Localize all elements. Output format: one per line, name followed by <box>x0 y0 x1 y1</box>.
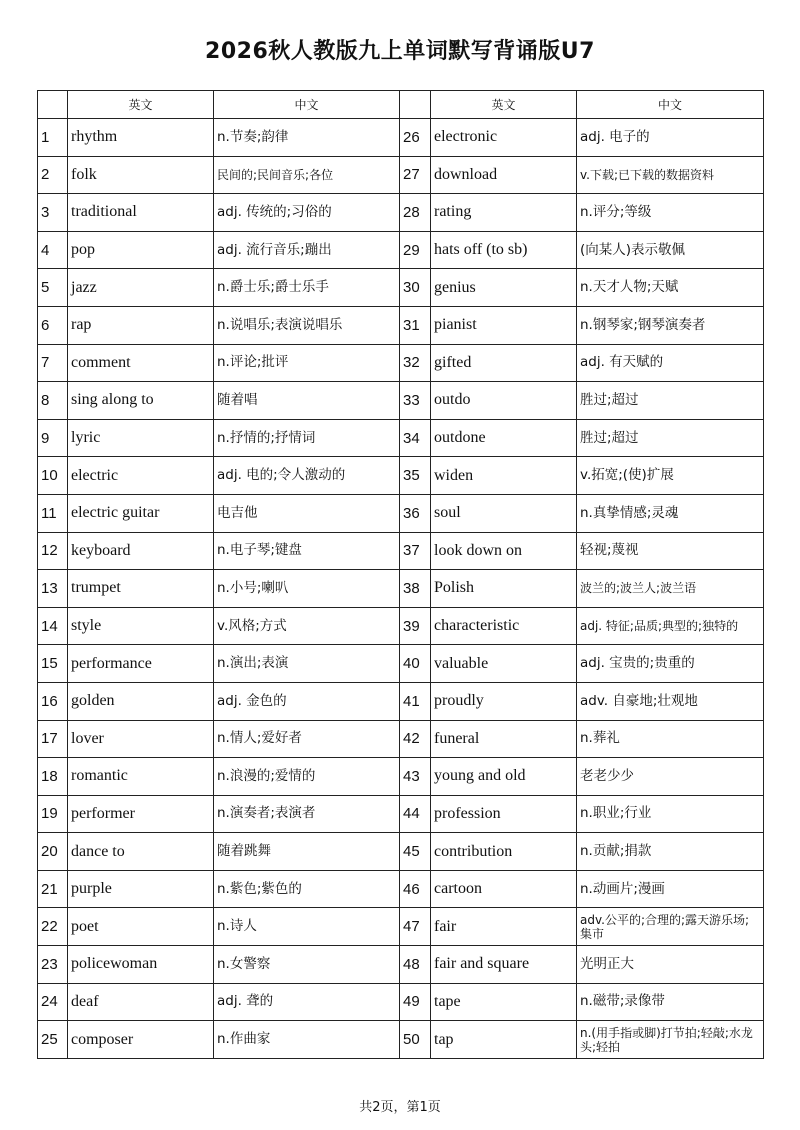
english-word-left: performance <box>68 645 214 683</box>
chinese-meaning-left: n.抒情的;抒情词 <box>214 419 400 457</box>
english-word-left: composer <box>68 1021 214 1059</box>
word-number-right: 34 <box>400 419 431 457</box>
word-number-left: 4 <box>38 231 68 269</box>
english-word-left: folk <box>68 156 214 194</box>
table-row <box>38 457 764 495</box>
word-number-left: 13 <box>38 570 68 608</box>
word-number-left: 8 <box>38 382 68 420</box>
word-number-left: 9 <box>38 419 68 457</box>
english-word-right: download <box>431 156 577 194</box>
chinese-meaning-right: n.评分;等级 <box>577 194 764 232</box>
word-number-right: 41 <box>400 682 431 720</box>
chinese-meaning-right: adv.公平的;合理的;露天游乐场;集市 <box>577 908 764 946</box>
table-row <box>38 908 764 946</box>
chinese-meaning-left: n.评论;批评 <box>214 344 400 382</box>
word-number-right: 38 <box>400 570 431 608</box>
chinese-meaning-left: n.情人;爱好者 <box>214 720 400 758</box>
english-word-left: purple <box>68 870 214 908</box>
chinese-meaning-left: 随着跳舞 <box>214 833 400 871</box>
table-row <box>38 570 764 608</box>
chinese-meaning-right: n.真挚情感;灵魂 <box>577 494 764 532</box>
word-number-right: 35 <box>400 457 431 495</box>
word-number-right: 32 <box>400 344 431 382</box>
word-number-left: 16 <box>38 682 68 720</box>
table-row <box>38 607 764 645</box>
chinese-meaning-left: n.作曲家 <box>214 1021 400 1059</box>
english-word-right: gifted <box>431 344 577 382</box>
english-word-left: sing along to <box>68 382 214 420</box>
chinese-meaning-left: n.爵士乐;爵士乐手 <box>214 269 400 307</box>
table-row <box>38 532 764 570</box>
english-word-right: tape <box>431 983 577 1021</box>
chinese-meaning-left: n.节奏;韵律 <box>214 119 400 157</box>
english-word-left: style <box>68 607 214 645</box>
word-number-left: 11 <box>38 494 68 532</box>
table-row <box>38 758 764 796</box>
english-word-right: widen <box>431 457 577 495</box>
chinese-meaning-right: (向某人)表示敬佩 <box>577 231 764 269</box>
vocab-table <box>37 90 764 1059</box>
word-number-left: 19 <box>38 795 68 833</box>
english-word-left: policewoman <box>68 946 214 984</box>
word-number-right: 44 <box>400 795 431 833</box>
chinese-meaning-left: adj. 电的;令人激动的 <box>214 457 400 495</box>
chinese-meaning-right: 波兰的;波兰人;波兰语 <box>577 570 764 608</box>
table-row <box>38 119 764 157</box>
header-num-left <box>38 91 68 119</box>
word-number-left: 15 <box>38 645 68 683</box>
chinese-meaning-right: n.磁带;录像带 <box>577 983 764 1021</box>
word-number-left: 3 <box>38 194 68 232</box>
word-number-left: 5 <box>38 269 68 307</box>
chinese-meaning-left: 民间的;民间音乐;各位 <box>214 156 400 194</box>
chinese-meaning-left: n.演奏者;表演者 <box>214 795 400 833</box>
english-word-right: tap <box>431 1021 577 1059</box>
word-number-right: 28 <box>400 194 431 232</box>
word-number-right: 26 <box>400 119 431 157</box>
chinese-meaning-right: adj. 电子的 <box>577 119 764 157</box>
word-number-right: 36 <box>400 494 431 532</box>
english-word-right: pianist <box>431 306 577 344</box>
chinese-meaning-right: n.职业;行业 <box>577 795 764 833</box>
header-num-right <box>400 91 431 119</box>
chinese-meaning-right: v.拓宽;(使)扩展 <box>577 457 764 495</box>
chinese-meaning-right: n.动画片;漫画 <box>577 870 764 908</box>
english-word-left: electric <box>68 457 214 495</box>
word-number-right: 30 <box>400 269 431 307</box>
chinese-meaning-left: n.浪漫的;爱情的 <box>214 758 400 796</box>
table-row <box>38 494 764 532</box>
word-number-right: 42 <box>400 720 431 758</box>
word-number-left: 23 <box>38 946 68 984</box>
chinese-meaning-right: v.下载;已下载的数据资料 <box>577 156 764 194</box>
table-row <box>38 1021 764 1059</box>
chinese-meaning-right: n.天才人物;天赋 <box>577 269 764 307</box>
table-row <box>38 645 764 683</box>
chinese-meaning-right: n.葬礼 <box>577 720 764 758</box>
word-number-right: 49 <box>400 983 431 1021</box>
word-number-left: 18 <box>38 758 68 796</box>
table-header-row <box>38 91 764 119</box>
table-row <box>38 382 764 420</box>
word-number-left: 20 <box>38 833 68 871</box>
chinese-meaning-left: v.风格;方式 <box>214 607 400 645</box>
page-footer: 共2页，第1页 <box>359 1100 441 1115</box>
english-word-right: soul <box>431 494 577 532</box>
word-number-right: 43 <box>400 758 431 796</box>
header-english-left: 英文 <box>68 91 214 119</box>
word-number-left: 6 <box>38 306 68 344</box>
word-number-right: 37 <box>400 532 431 570</box>
word-number-left: 7 <box>38 344 68 382</box>
table-row <box>38 795 764 833</box>
word-number-left: 24 <box>38 983 68 1021</box>
english-word-right: Polish <box>431 570 577 608</box>
word-number-right: 45 <box>400 833 431 871</box>
english-word-left: lover <box>68 720 214 758</box>
english-word-right: fair and square <box>431 946 577 984</box>
chinese-meaning-right: n.钢琴家;钢琴演奏者 <box>577 306 764 344</box>
word-number-right: 39 <box>400 607 431 645</box>
english-word-right: characteristic <box>431 607 577 645</box>
english-word-left: dance to <box>68 833 214 871</box>
word-number-right: 40 <box>400 645 431 683</box>
chinese-meaning-right: adv. 自豪地;壮观地 <box>577 682 764 720</box>
word-number-left: 25 <box>38 1021 68 1059</box>
chinese-meaning-right: 胜过;超过 <box>577 419 764 457</box>
chinese-meaning-right: adj. 特征;品质;典型的;独特的 <box>577 607 764 645</box>
english-word-left: comment <box>68 344 214 382</box>
chinese-meaning-left: n.说唱乐;表演说唱乐 <box>214 306 400 344</box>
english-word-left: rhythm <box>68 119 214 157</box>
chinese-meaning-left: n.演出;表演 <box>214 645 400 683</box>
word-number-left: 1 <box>38 119 68 157</box>
english-word-left: pop <box>68 231 214 269</box>
english-word-right: proudly <box>431 682 577 720</box>
english-word-right: funeral <box>431 720 577 758</box>
chinese-meaning-right: n.贡献;捐款 <box>577 833 764 871</box>
table-row <box>38 720 764 758</box>
table-row <box>38 194 764 232</box>
table-row <box>38 231 764 269</box>
table-row <box>38 682 764 720</box>
english-word-right: rating <box>431 194 577 232</box>
english-word-left: electric guitar <box>68 494 214 532</box>
chinese-meaning-right: adj. 宝贵的;贵重的 <box>577 645 764 683</box>
table-row <box>38 419 764 457</box>
english-word-left: deaf <box>68 983 214 1021</box>
word-number-right: 50 <box>400 1021 431 1059</box>
chinese-meaning-right: 胜过;超过 <box>577 382 764 420</box>
english-word-right: outdone <box>431 419 577 457</box>
english-word-right: hats off (to sb) <box>431 231 577 269</box>
table-row <box>38 306 764 344</box>
chinese-meaning-left: n.电子琴;键盘 <box>214 532 400 570</box>
header-chinese-left: 中文 <box>214 91 400 119</box>
word-number-right: 31 <box>400 306 431 344</box>
english-word-right: young and old <box>431 758 577 796</box>
word-number-right: 46 <box>400 870 431 908</box>
chinese-meaning-left: adj. 流行音乐;蹦出 <box>214 231 400 269</box>
english-word-left: traditional <box>68 194 214 232</box>
word-number-right: 48 <box>400 946 431 984</box>
english-word-left: trumpet <box>68 570 214 608</box>
english-word-left: golden <box>68 682 214 720</box>
english-word-right: look down on <box>431 532 577 570</box>
chinese-meaning-left: 电吉他 <box>214 494 400 532</box>
word-number-left: 10 <box>38 457 68 495</box>
word-number-left: 22 <box>38 908 68 946</box>
english-word-left: performer <box>68 795 214 833</box>
english-word-left: lyric <box>68 419 214 457</box>
chinese-meaning-right: n.(用手指或脚)打节拍;轻敲;水龙头;轻拍 <box>577 1021 764 1059</box>
english-word-left: rap <box>68 306 214 344</box>
english-word-right: valuable <box>431 645 577 683</box>
chinese-meaning-right: 老老少少 <box>577 758 764 796</box>
english-word-right: genius <box>431 269 577 307</box>
chinese-meaning-right: adj. 有天赋的 <box>577 344 764 382</box>
word-number-left: 17 <box>38 720 68 758</box>
english-word-right: fair <box>431 908 577 946</box>
header-chinese-right: 中文 <box>577 91 764 119</box>
english-word-right: contribution <box>431 833 577 871</box>
english-word-right: electronic <box>431 119 577 157</box>
english-word-right: cartoon <box>431 870 577 908</box>
english-word-left: keyboard <box>68 532 214 570</box>
word-number-right: 27 <box>400 156 431 194</box>
word-number-left: 12 <box>38 532 68 570</box>
chinese-meaning-left: 随着唱 <box>214 382 400 420</box>
chinese-meaning-left: n.女警察 <box>214 946 400 984</box>
word-number-left: 2 <box>38 156 68 194</box>
chinese-meaning-right: 光明正大 <box>577 946 764 984</box>
word-number-left: 14 <box>38 607 68 645</box>
table-row <box>38 269 764 307</box>
header-english-right: 英文 <box>431 91 577 119</box>
table-row <box>38 833 764 871</box>
english-word-left: poet <box>68 908 214 946</box>
english-word-left: jazz <box>68 269 214 307</box>
word-number-right: 29 <box>400 231 431 269</box>
table-row <box>38 983 764 1021</box>
table-row <box>38 344 764 382</box>
chinese-meaning-left: adj. 金色的 <box>214 682 400 720</box>
chinese-meaning-left: n.小号;喇叭 <box>214 570 400 608</box>
table-row <box>38 156 764 194</box>
word-number-left: 21 <box>38 870 68 908</box>
table-row <box>38 946 764 984</box>
word-number-right: 33 <box>400 382 431 420</box>
chinese-meaning-left: n.紫色;紫色的 <box>214 870 400 908</box>
chinese-meaning-left: adj. 聋的 <box>214 983 400 1021</box>
chinese-meaning-left: adj. 传统的;习俗的 <box>214 194 400 232</box>
page-title: 2026秋人教版九上单词默写背诵版U7 <box>205 39 595 64</box>
chinese-meaning-right: 轻视;蔑视 <box>577 532 764 570</box>
chinese-meaning-left: n.诗人 <box>214 908 400 946</box>
table-row <box>38 870 764 908</box>
english-word-left: romantic <box>68 758 214 796</box>
word-number-right: 47 <box>400 908 431 946</box>
english-word-right: outdo <box>431 382 577 420</box>
english-word-right: profession <box>431 795 577 833</box>
